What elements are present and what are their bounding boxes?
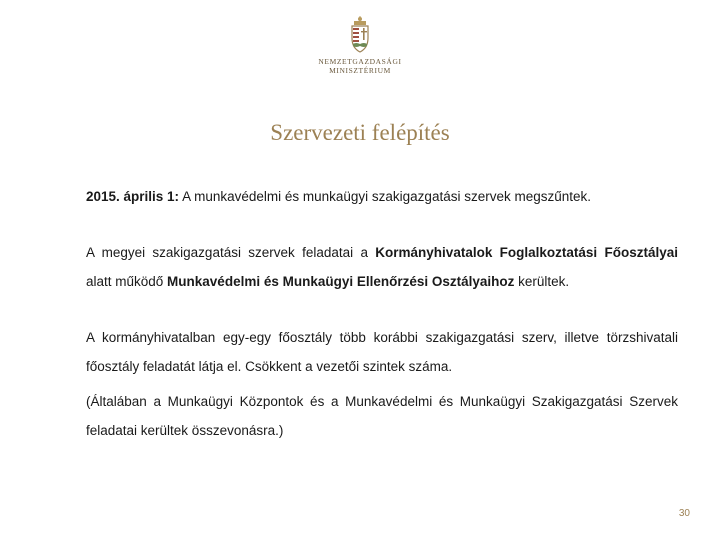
paragraph-3: A kormányhivatalban egy-egy főosztály több korábbi szakigazgatási szerv, illetve törzshivatali főosztály feladatát látja el. Csökkent a vezetői szintek száma. <box>86 330 678 374</box>
ministry-logo <box>310 16 410 75</box>
page-title: Szervezeti felépítés <box>270 120 450 145</box>
page-number: 30 <box>678 508 690 519</box>
paragraph-4: (Általában a Munkaügyi Központok és a Munkavédelmi és Munkaügyi Szakigazgatási Szervek feladatai kerültek összevonásra.) <box>86 394 678 438</box>
logo-text <box>310 57 410 75</box>
paragraph-2-bold-2: Munkavédelmi és Munkaügyi Ellenőrzési Osztályaihoz <box>167 274 515 289</box>
paragraph-2-text-3: kerültek. <box>514 274 570 289</box>
paragraph-1-text: A munkavédelmi és munkaügyi szakigazgatási szervek megszűntek. <box>179 189 592 204</box>
logo-line-2: MINISZTÉRIUM <box>329 66 391 75</box>
paragraph-2-text-1: A megyei szakigazgatási szervek feladatai a <box>86 245 376 260</box>
logo-line-1: NEMZETGAZDASÁGI <box>318 57 402 66</box>
paragraph-2-bold-1: Kormányhivatalok Foglalkoztatási Főosztályai <box>375 245 679 260</box>
hungarian-coat-of-arms-icon <box>347 16 373 54</box>
slide-content <box>86 182 678 445</box>
paragraph-2 <box>86 238 678 296</box>
date-label: 2015. április 1: <box>86 189 180 204</box>
paragraph-1 <box>86 182 678 211</box>
paragraph-2-text-2: alatt működő <box>86 274 168 289</box>
